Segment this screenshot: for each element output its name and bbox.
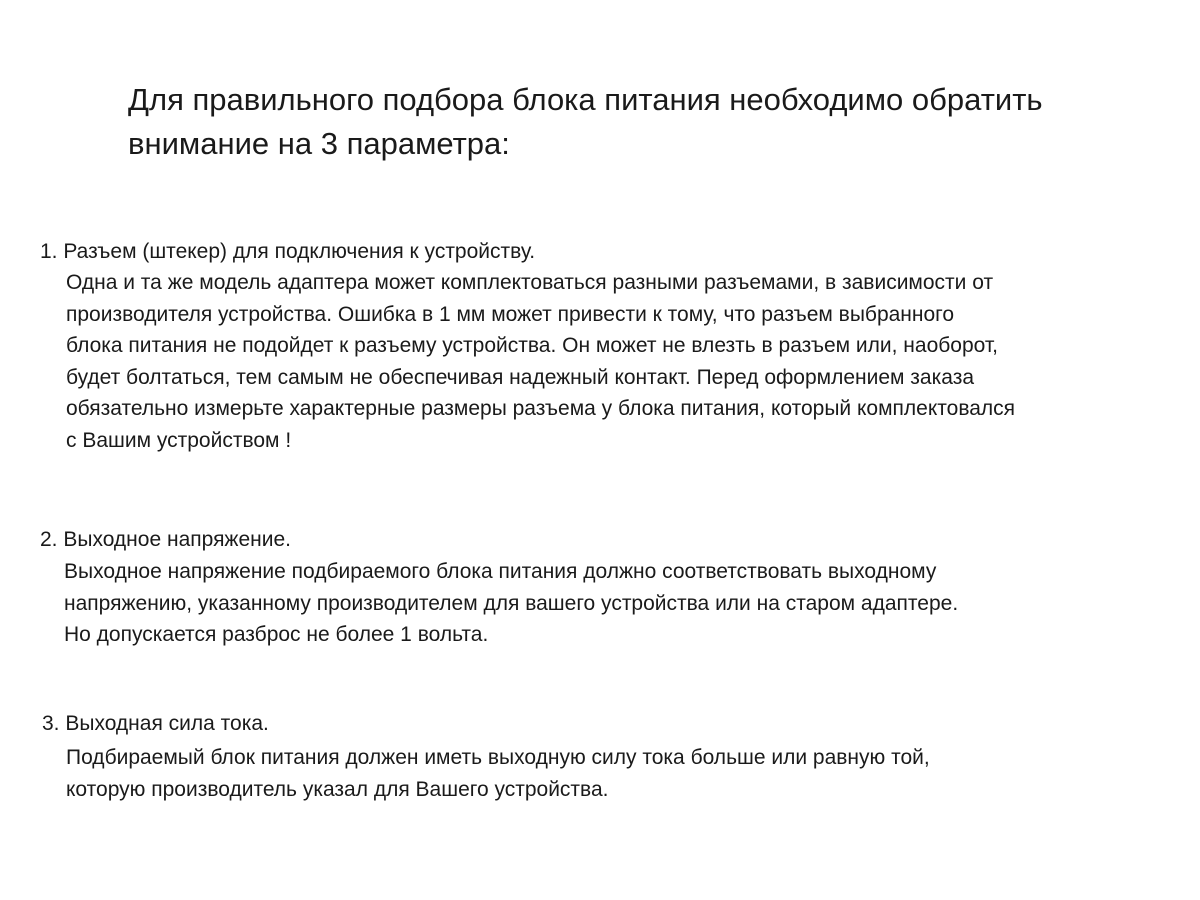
section-heading: 3. Выходная сила тока. [42,712,269,735]
body-line: будет болтаться, тем самым не обеспечивая надежный контакт. Перед оформлением заказа [66,365,975,389]
body-line: блока питания не подойдет к разъему устройства. Он может не влезть в разъем или, наоборот, [66,334,998,357]
body-line: Подбираемый блок питания должен иметь выходную силу тока больше или равную той, [66,746,930,769]
section-heading: 2. Выходное напряжение. [40,528,292,551]
body-line: Но допускается разброс не более 1 вольта. [64,623,489,646]
section-body [66,742,930,805]
body-line: с Вашим устройством ! [66,428,292,452]
body-line: которую производитель указал для Вашего устройства. [66,777,609,801]
body-line: Выходное напряжение подбираемого блока питания должно соответствовать выходному [64,560,937,583]
slide-title [128,78,1168,166]
section-body [66,267,1015,456]
body-line: напряжению, указанному производителем для вашего устройства или на старом адаптере. [64,591,959,615]
body-line: Одна и та же модель адаптера может комплектоваться разными разъемами, в зависимости от [66,271,994,294]
body-line: обязательно измерьте характерные размеры разъема у блока питания, который комплектовался [66,397,1016,420]
section-heading: 1. Разъем (штекер) для подключения к устройству. [40,240,536,263]
body-line: производителя устройства. Ошибка в 1 мм может привести к тому, что разъем выбранного [66,302,955,326]
title-line: Для правильного подбора блока питания необходимо обратить [128,82,1043,117]
section-body [64,556,958,651]
title-line: внимание на 3 параметра: [128,126,510,161]
